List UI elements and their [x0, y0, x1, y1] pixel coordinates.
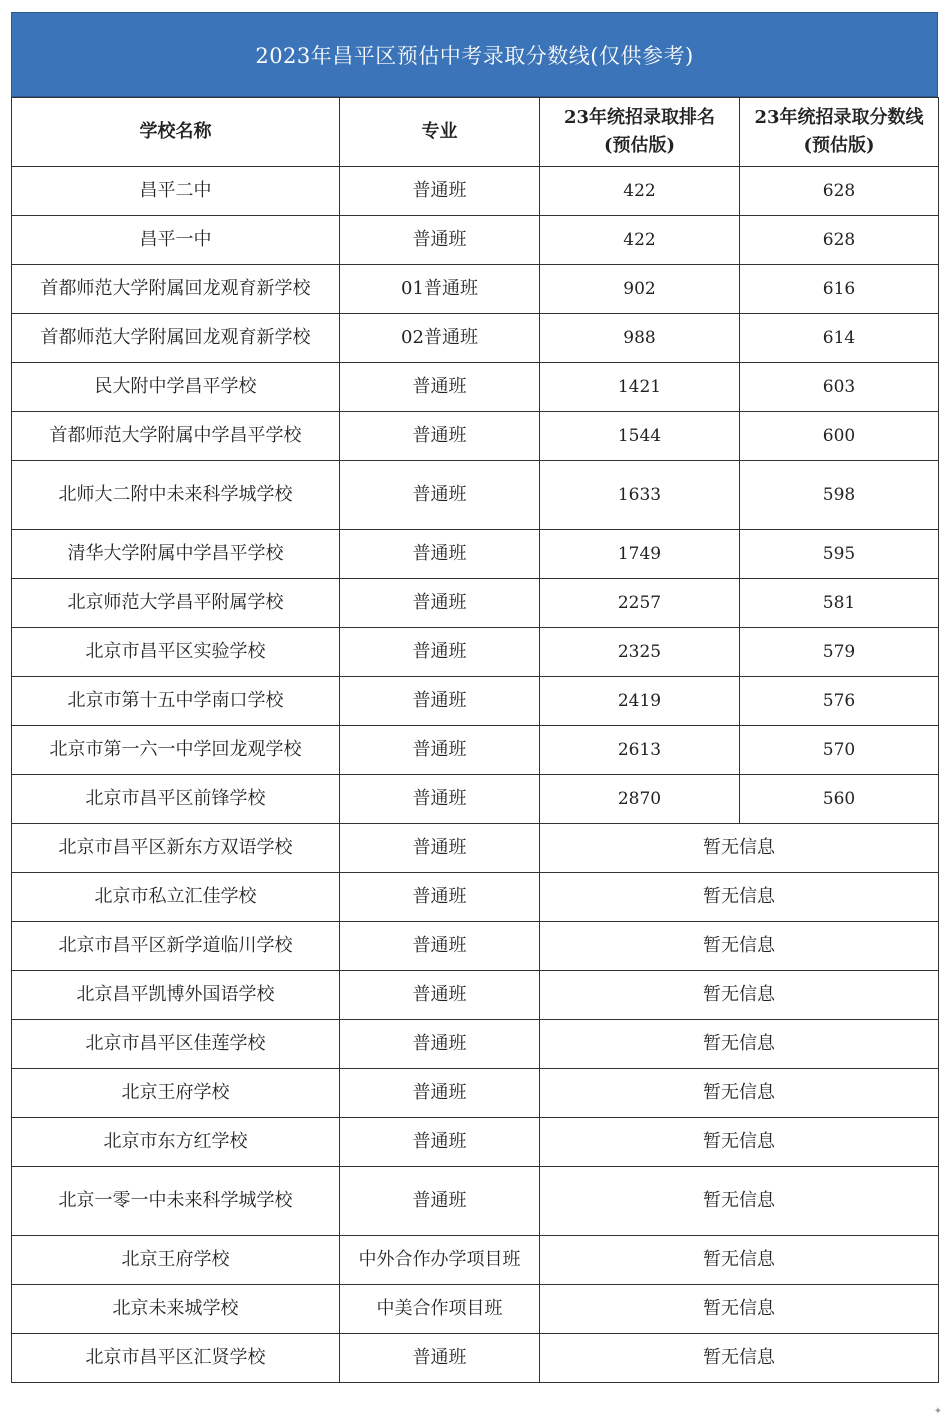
rank-cell: 2419: [540, 677, 740, 726]
school-cell: 北京市昌平区佳莲学校: [12, 1020, 340, 1069]
no-info-cell: 暂无信息: [540, 971, 939, 1020]
table-row: [12, 1118, 939, 1167]
school-cell: 清华大学附属中学昌平学校: [12, 530, 340, 579]
rank-cell: 1421: [540, 363, 740, 412]
header-score-line1: 23年统招录取分数线: [754, 107, 924, 128]
major-cell: 普通班: [340, 167, 540, 216]
major-cell: 普通班: [340, 726, 540, 775]
major-cell: 普通班: [340, 677, 540, 726]
major-cell: 普通班: [340, 461, 540, 530]
table-row: [12, 971, 939, 1020]
major-cell: 普通班: [340, 1167, 540, 1236]
no-info-cell: 暂无信息: [540, 1167, 939, 1236]
score-cell: 628: [740, 216, 939, 265]
no-info-cell: 暂无信息: [540, 1020, 939, 1069]
major-cell: 普通班: [340, 1334, 540, 1383]
score-cell: 595: [740, 530, 939, 579]
major-cell: 普通班: [340, 1020, 540, 1069]
rank-cell: 2613: [540, 726, 740, 775]
rank-cell: 1633: [540, 461, 740, 530]
table-row: [12, 873, 939, 922]
rank-cell: 422: [540, 167, 740, 216]
school-cell: 昌平一中: [12, 216, 340, 265]
admission-table-sheet: [11, 12, 938, 1383]
rank-cell: 2870: [540, 775, 740, 824]
school-cell: 北京昌平凯博外国语学校: [12, 971, 340, 1020]
table-row: [12, 677, 939, 726]
major-cell: 普通班: [340, 922, 540, 971]
table-row: [12, 922, 939, 971]
school-cell: 北师大二附中未来科学城学校: [12, 461, 340, 530]
header-score-line2: (预估版): [803, 135, 875, 156]
header-school: 学校名称: [12, 98, 340, 167]
score-cell: 576: [740, 677, 939, 726]
table-row: [12, 775, 939, 824]
no-info-cell: 暂无信息: [540, 1069, 939, 1118]
major-cell: 普通班: [340, 579, 540, 628]
table-header-row: [12, 98, 939, 167]
table-row: [12, 628, 939, 677]
major-cell: 普通班: [340, 216, 540, 265]
rank-cell: 422: [540, 216, 740, 265]
school-cell: 北京市私立汇佳学校: [12, 873, 340, 922]
school-cell: 昌平二中: [12, 167, 340, 216]
school-cell: 北京市昌平区实验学校: [12, 628, 340, 677]
score-cell: 628: [740, 167, 939, 216]
school-cell: 北京市第一六一中学回龙观学校: [12, 726, 340, 775]
school-cell: 北京市昌平区新学道临川学校: [12, 922, 340, 971]
school-cell: 北京市东方红学校: [12, 1118, 340, 1167]
major-cell: 普通班: [340, 412, 540, 461]
header-major: 专业: [340, 98, 540, 167]
major-cell: 普通班: [340, 873, 540, 922]
major-cell: 普通班: [340, 363, 540, 412]
rank-cell: 902: [540, 265, 740, 314]
table-row: [12, 1236, 939, 1285]
table-row: [12, 216, 939, 265]
school-cell: 首都师范大学附属中学昌平学校: [12, 412, 340, 461]
corner-watermark-icon: ✦: [933, 1406, 943, 1417]
no-info-cell: 暂无信息: [540, 1236, 939, 1285]
score-cell: 600: [740, 412, 939, 461]
score-cell: 614: [740, 314, 939, 363]
no-info-cell: 暂无信息: [540, 824, 939, 873]
no-info-cell: 暂无信息: [540, 1285, 939, 1334]
major-cell: 普通班: [340, 775, 540, 824]
score-cell: 570: [740, 726, 939, 775]
rank-cell: 2325: [540, 628, 740, 677]
table-row: [12, 1020, 939, 1069]
table-row: [12, 530, 939, 579]
score-cell: 616: [740, 265, 939, 314]
table-row: [12, 1285, 939, 1334]
school-cell: 北京市第十五中学南口学校: [12, 677, 340, 726]
table-title: 2023年昌平区预估中考录取分数线(仅供参考): [11, 12, 938, 97]
admission-score-table: [11, 97, 939, 1383]
major-cell: 普通班: [340, 824, 540, 873]
header-rank: [540, 98, 740, 167]
rank-cell: 2257: [540, 579, 740, 628]
school-cell: 北京王府学校: [12, 1236, 340, 1285]
table-row: [12, 461, 939, 530]
table-row: [12, 314, 939, 363]
school-cell: 首都师范大学附属回龙观育新学校: [12, 265, 340, 314]
rank-cell: 988: [540, 314, 740, 363]
table-row: [12, 1069, 939, 1118]
score-cell: 579: [740, 628, 939, 677]
school-cell: 北京王府学校: [12, 1069, 340, 1118]
table-row: [12, 726, 939, 775]
no-info-cell: 暂无信息: [540, 922, 939, 971]
major-cell: 普通班: [340, 971, 540, 1020]
table-row: [12, 412, 939, 461]
school-cell: 首都师范大学附属回龙观育新学校: [12, 314, 340, 363]
rank-cell: 1749: [540, 530, 740, 579]
no-info-cell: 暂无信息: [540, 1334, 939, 1383]
score-cell: 598: [740, 461, 939, 530]
table-row: [12, 824, 939, 873]
major-cell: 中外合作办学项目班: [340, 1236, 540, 1285]
school-cell: 北京一零一中未来科学城学校: [12, 1167, 340, 1236]
school-cell: 北京未来城学校: [12, 1285, 340, 1334]
no-info-cell: 暂无信息: [540, 1118, 939, 1167]
no-info-cell: 暂无信息: [540, 873, 939, 922]
school-cell: 北京师范大学昌平附属学校: [12, 579, 340, 628]
header-rank-line1: 23年统招录取排名: [563, 107, 716, 128]
school-cell: 北京市昌平区前锋学校: [12, 775, 340, 824]
school-cell: 民大附中学昌平学校: [12, 363, 340, 412]
table-row: [12, 363, 939, 412]
header-rank-line2: (预估版): [603, 135, 676, 156]
school-cell: 北京市昌平区新东方双语学校: [12, 824, 340, 873]
score-cell: 560: [740, 775, 939, 824]
table-row: [12, 265, 939, 314]
table-row: [12, 167, 939, 216]
major-cell: 普通班: [340, 1069, 540, 1118]
major-cell: 中美合作项目班: [340, 1285, 540, 1334]
major-cell: 01普通班: [340, 265, 540, 314]
major-cell: 普通班: [340, 628, 540, 677]
major-cell: 普通班: [340, 1118, 540, 1167]
major-cell: 02普通班: [340, 314, 540, 363]
table-row: [12, 1167, 939, 1236]
score-cell: 581: [740, 579, 939, 628]
table-row: [12, 579, 939, 628]
major-cell: 普通班: [340, 530, 540, 579]
header-score: [740, 98, 939, 167]
school-cell: 北京市昌平区汇贤学校: [12, 1334, 340, 1383]
rank-cell: 1544: [540, 412, 740, 461]
table-row: [12, 1334, 939, 1383]
score-cell: 603: [740, 363, 939, 412]
